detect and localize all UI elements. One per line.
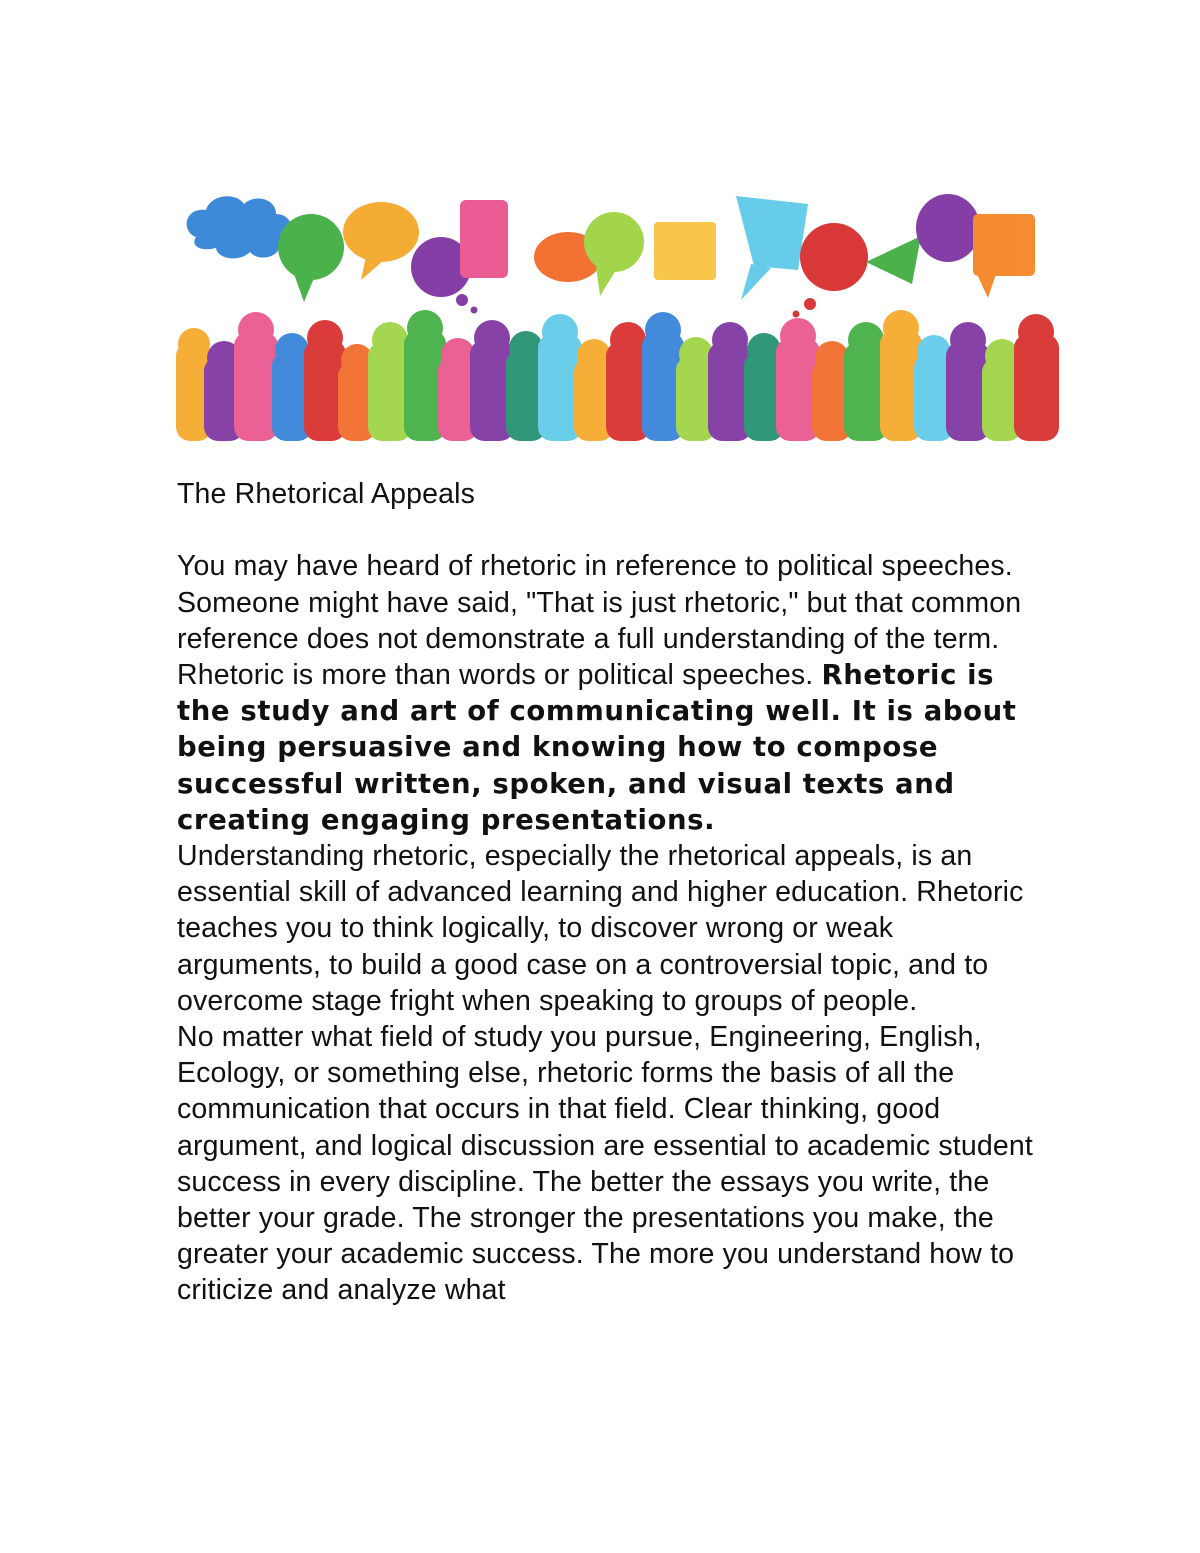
blank-line [177,512,1037,548]
paragraph-fields-of-study: No matter what field of study you pursue, Engineering, English, Ecology, or something else, rhetoric forms the basis of all the communication that occurs in that field. Clear thinking, good argument, and logical discussion are essential to academic student success in every discipline. The better the essays you write, the better your grade. The stronger the presentations you make, the greater your academic success. The more you understand how to criticize and analyze what [177,1021,1033,1307]
paragraph-intro [177,548,1037,838]
banner-image [176,192,1059,441]
document-title: The Rhetorical Appeals [177,478,475,510]
paragraph-intro-bold-definition: Rhetoric is the study and art of communicating well. It is about being persuasive and knowing how to compose successful written, spoken, and visual texts and creating engaging presentations. [177,659,1017,836]
speech-bubbles-crowd-illustration [176,192,1059,441]
document-body [177,476,1037,1309]
paragraph-intro-text: You may have heard of rhetoric in reference to political speeches. Someone might have said, "That is just rhetoric," but that common reference does not demonstrate a full understanding of the term. Rhetoric is more than words or political speeches. [177,550,1022,691]
paragraph-understanding: Understanding rhetoric, especially the rhetorical appeals, is an essential skill of advanced learning and higher education. Rhetoric teaches you to think logically, to discover wrong or weak arguments, to build a good case on a controversial topic, and to overcome stage fright when speaking to groups of people. [177,840,1024,1017]
